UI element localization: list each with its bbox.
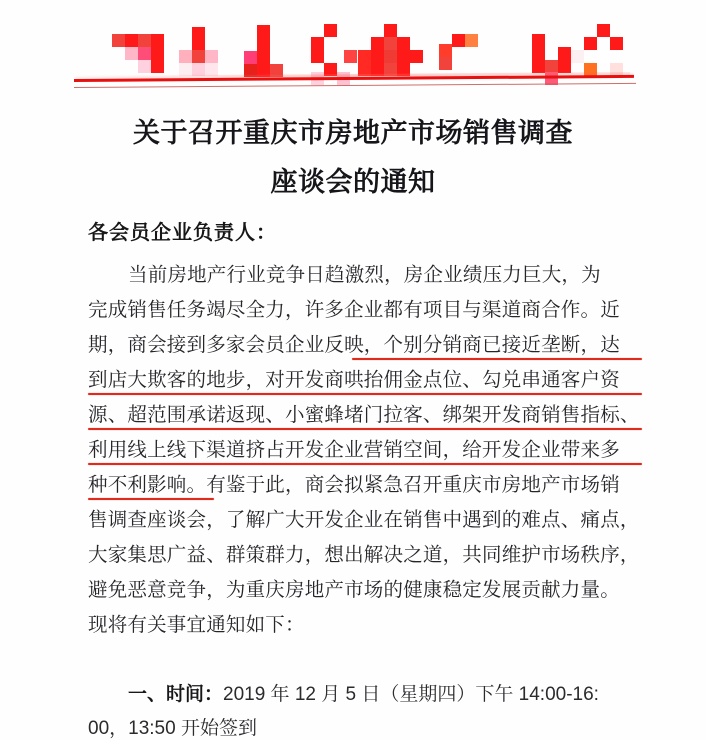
clause-time xyxy=(88,678,648,746)
red-underline-annotation xyxy=(88,393,642,396)
clause-value: 2019 年 12 月 5 日（星期四）下午 14:00-16: xyxy=(223,684,599,705)
logo-pixel-block xyxy=(371,37,384,50)
logo-pixel-block xyxy=(138,34,151,47)
logo-pixel-block xyxy=(610,37,623,50)
logo-pixel-block xyxy=(179,50,192,63)
body-line xyxy=(88,258,642,293)
logo-pixel-block xyxy=(384,50,397,63)
logo-pixel-block xyxy=(410,50,423,63)
body-line-text: 期，商会接到多家会员企业反映，个别分销商已接近垄断，达 xyxy=(88,335,620,356)
logo-pixel-block xyxy=(244,51,257,64)
body-line-text: 大家集思广益、群策群力，想出解决之道，共同维护市场秩序， xyxy=(88,545,640,566)
body-line xyxy=(88,293,642,328)
logo-pixel-block xyxy=(439,57,452,70)
logo-pixel-block xyxy=(384,24,397,37)
red-underline-annotation xyxy=(352,358,642,361)
logo-pixel-block xyxy=(532,47,545,60)
logo-pixel-block xyxy=(324,24,337,37)
logo-pixel-block xyxy=(558,47,571,60)
logo-pixel-block xyxy=(452,34,465,47)
logo-pixel-block xyxy=(151,47,164,60)
body-line-text: 利用线上线下渠道挤占开发企业营销空间，给开发企业带来多 xyxy=(88,440,620,461)
red-underline-annotation xyxy=(88,498,214,501)
divider-thin-line xyxy=(74,83,636,88)
red-underline-annotation xyxy=(88,463,642,466)
title-line-2: 座谈会的通知 xyxy=(270,167,436,197)
logo-pixel-block xyxy=(397,37,410,50)
logo-pixel-block xyxy=(257,51,270,64)
body-line xyxy=(88,573,642,608)
body-line-text: 种不利影响。有鉴于此，商会拟紧急召开重庆市房地产市场销 xyxy=(88,475,620,496)
clause-line-2: 00，13:50 开始签到 xyxy=(88,718,257,739)
body-line xyxy=(88,363,642,398)
salutation: 各会员企业负责人： xyxy=(88,222,277,244)
logo-pixel-block xyxy=(597,24,610,37)
logo-pixel-block xyxy=(358,50,371,63)
body-line xyxy=(88,538,642,573)
document-body xyxy=(88,258,642,643)
body-line xyxy=(88,398,642,433)
logo-pixel-block xyxy=(125,34,138,47)
title-line-1: 关于召开重庆市房地产市场销售调查 xyxy=(133,118,573,148)
letterhead-divider xyxy=(0,72,706,96)
clause-label: 一、时间： xyxy=(128,684,224,705)
logo-pixel-block xyxy=(532,34,545,47)
logo-pixel-block xyxy=(384,37,397,50)
logo-pixel-block xyxy=(205,50,218,63)
logo-pixel-block xyxy=(371,50,384,63)
body-line-text: 售调查座谈会，了解广大开发企业在销售中遇到的难点、痛点， xyxy=(88,510,640,531)
body-line xyxy=(88,503,642,538)
logo-pixel-block xyxy=(311,50,324,63)
logo-pixel-block xyxy=(465,34,478,47)
logo-pixel-block xyxy=(151,34,164,47)
logo-pixel-block xyxy=(192,27,205,40)
body-line-text: 当前房地产行业竞争日趋激烈，房企业绩压力巨大，为 xyxy=(128,265,601,286)
logo-pixel-block xyxy=(584,37,597,50)
page-title xyxy=(0,112,706,203)
logo-pixel-block xyxy=(125,47,138,60)
body-line xyxy=(88,433,642,468)
logo-pixel-block xyxy=(397,50,410,63)
logo-pixel-block xyxy=(439,44,452,57)
body-line xyxy=(88,608,642,643)
body-line-text: 源、超范围承诺返现、小蜜蜂堵门拉客、绑架开发商销售指标、 xyxy=(88,405,640,426)
body-line-text: 现将有关事宜通知如下： xyxy=(88,615,305,636)
red-underline-annotation xyxy=(88,428,642,431)
logo-pixel-block xyxy=(112,34,125,47)
logo-pixel-block xyxy=(571,50,584,63)
logo-pixel-block xyxy=(192,50,205,63)
body-line-text: 到店大欺客的地步，对开发商哄抬佣金点位、勾兑串通客户资 xyxy=(88,370,620,391)
body-line-text: 避免恶意竞争，为重庆房地产市场的健康稳定发展贡献力量。 xyxy=(88,580,620,601)
body-line-text: 完成销售任务竭尽全力，许多企业都有项目与渠道商合作。近 xyxy=(88,300,620,321)
logo-pixel-block xyxy=(257,25,270,38)
body-line xyxy=(88,468,642,503)
clause-line-1 xyxy=(88,678,648,712)
body-line xyxy=(88,328,642,363)
logo-pixel-block xyxy=(597,50,610,63)
logo-pixel-block xyxy=(138,47,151,60)
logo-pixel-block xyxy=(311,37,324,50)
pixelated-red-logo xyxy=(112,20,590,75)
letterhead xyxy=(0,0,706,96)
logo-pixel-block xyxy=(344,50,357,63)
logo-pixel-block xyxy=(257,38,270,51)
